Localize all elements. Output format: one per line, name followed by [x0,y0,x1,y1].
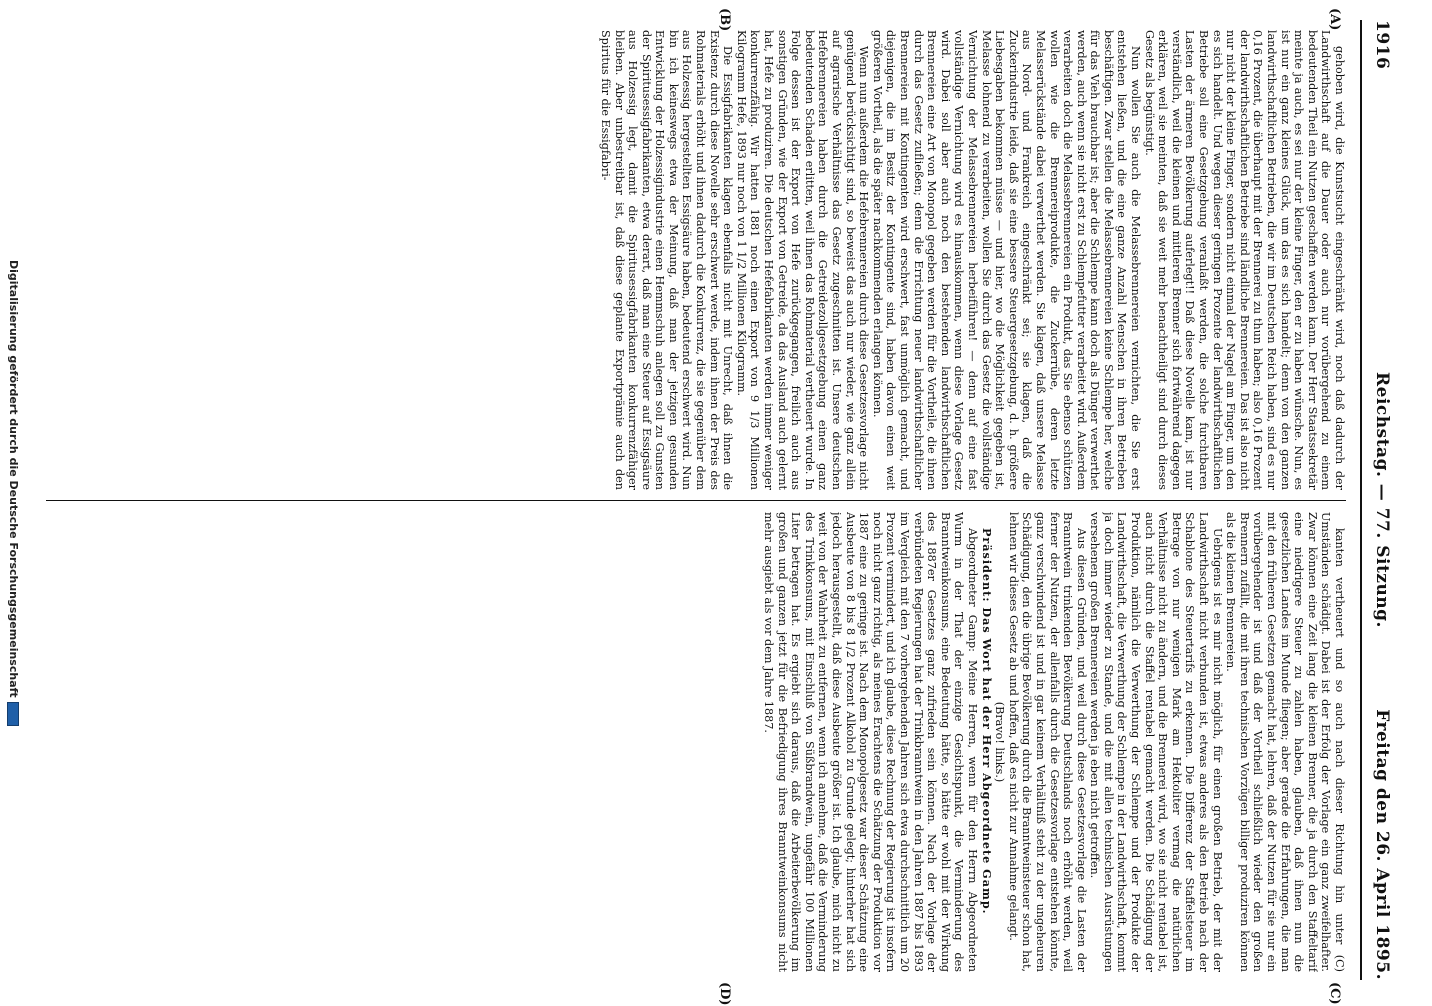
session-title: Reichstag. — 77. Sitzung. [1372,372,1392,628]
margin-mark-a: (A) [1327,8,1342,31]
paragraph: Die Essigfabrikanten klagen ebenfalls nicht mit Unrecht, daß ihnen die Existenz durch diese Novelle sehr erschwert werde, indem ihnen der Preis des Rohmaterials erhöht und ihnen dadurch die Konkurrenz, die sie gegenüber dem aus Holzessig hergestellten Essigsäure haben, bedeutend erschwert wird. Nun bin ich keineswegs etwa der Meinung, daß man der jetzigen gesunden Entwicklung der Holzessigindustrie einen Hemmschuh anlegen soll zu Gunsten der Spiritusessigfabrikanten, etwa derart, daß man eine Steuer auf Essigsäure aus Holzessig legt, damit die Spiritusessigfabrikanten konkurrenzfähiger bleiben. Aber unbestreitbar ist, daß diese geplante Exportprämie auch den Spiritus für die Essigfabri- [598,30,735,490]
paragraph: kanten vertheuert und so auch nach dieser Richtung hin unter (C) Umständen schädigt. Dabei ist der Erfolg der Vorlage ein ganz zweifelhafter. Zwar können eine Zeit lang die kleinen Brenner, die ja durch den Staffeltarif eine niedrigere Steuer zu zahlen haben, glauben, daß ihnen nun die gesetzlichen Landes im Munde fliegen; aber gerade die Erfahrungen, die man mit den früheren Gesetzen gemacht hat, lehren, daß der Nutzen für sie nur ein vorübergehender ist und daß der Vortheil schließlich wieder den großen Brennern zufällt, die mit ihren technischen Vorzügen billiger produziren können als die kleinen Brennereien. [1224,512,1346,972]
page-number: 1916 [1372,20,1392,70]
paragraph: Uebrigens ist es mir nicht möglich, für einen großen Betrieb, der mit der Landwirthschaft nicht verbunden ist, etwas anderes als den Betrieb nach der Schablone des Steuertarifs zu erkennen. Die Differenz der Staffelsteuer im Betrage von nur wenigen Mark am Hektoliter vermag die natürlichen Verhältnisse nicht zu ändern, und die Brennerei wird, wo sie nicht rentabel ist, auch nicht durch die Staffel rentabel gemacht werden. Die Schädigung der Produktion, nämlich die Verwerthung der Schlempe und der Produkte der Landwirthschaft, die Verwerthung der Schlempe in der Landwirthschaft, kommt ja doch immer wieder zu Stande, und die mit allen technischen Ausrüstungen versehenen großen Brennereien werden ja eben nicht getroffen. [1088,512,1224,972]
page-header [1360,20,1396,980]
paragraph: gehoben wird, die Kunstsucht eingeschränkt wird, noch daß dadurch der Landwirthschaft auf die Dauer oder auch nur vorübergehend zu einem bedeutenden Theil ein Nutzen geschaffen werden kann. Der Herr Staatssekretär meinte ja auch, es sei nur der kleine Finger, den er zu haben wünsche. Nun, es ist nur ein ganz kleines Glück, um das es sich handelt; denn von den ganzen landwirthschaftlichen Betrieben, die wir im Deutschen Reich haben, sind es nur 0,16 Prozent, die überhaupt mit der Brennerei zu thun haben; also 0,16 Prozent der landwirthschaftlichen Betriebe sind ländliche Brennereien. Das ist also nicht nur nicht der kleine Finger, sondern nicht einmal der Nagel am Finger, um den es sich handelt. Und wegen dieser geringen Prozente der landwirthschaftlichen Betriebe soll eine Gesetzgebung veranlaßt werden, die solche furchtbaren Lasten der ärmeren Bevölkerung auferlegt!! Daß diese Novelle kam, ist nur verständlich, weil die kleinen und mittleren Brenner sich fortwährend dagegen erklären, weil sie meinten, daß sie weit mehr benachtheiligt sind durch dieses Gesetz als begünstigt. [1142,30,1346,490]
digitization-note [2,260,20,992]
speech-paragraph: Abgeordneter Gamp: Meine Herren, wenn für den Herrn Abgeordneten Wurm in der That der einzige Gesichtspunkt, die Verminderung des Branntweinkonsums, eine Bedeutung hätte, so hätte er wohl mit der Wirkung des 1887er Gesetzes ganz zufrieden sein können. Nach der Vorlage der verbündeten Regierungen hat der Trinkbranntwein in den Jahren 1887 bis 1893 im Vergleich mit den 7 vorhergehenden Jahren sich etwa durchschnittlich um 20 Prozent vermindert, und ich glaube, diese Rechnung der Regierung ist insofern noch nicht ganz richtig, als meines Erachtens die Schätzung der Produktion vor 1887 eine zu geringe ist. Nach dem Monopolgesetz war dieser Schätzung eine Ausbeute von 8 bis 8 1/2 Prozent Alkohol zu Grunde gelegt; hinterher hat sich jedoch herausgestellt, daß diese Ausbeute größer ist. Ich glaube, mich nicht zu weit von der Wahrheit zu entfernen, wenn ich annehme, daß die Verminderung des Trinkkonsums, mit Einschluß von Süßbrandwein, ungefähr 100 Millionen Liter betragen hat. Es ergiebt sich daraus, daß die Arbeiterbevölkerung im großen und ganzen jetzt für die Befriedigung ihres Branntweinkonsums nicht mehr ausgiebt als vor dem Jahre 1887. [762,512,979,972]
margin-mark-d: (D) [717,982,732,1006]
paragraph: Wenn nun außerdem die Hefebrennereien durch diese Gesetzesvorlage nicht genügend berücksichtigt sind, so beweist das auch nur wieder, wie ganz allein auf agrarische Verhältnisse das Gesetz zugeschnitten ist. Unsere deutschen Hefebrennereien haben durch die Getreidezollgesetzgebung einen ganz bedeutenden Schaden erlitten, weil ihnen das Rohmaterial vertheuert wurde. In Folge dessen ist der Export von Hefe zurückgegangen, freilich auch aus sonstigen Gründen, wie der Export von Getreide, da das Ausland auch gelernt hat, Hefe zu produziren. Die deutschen Hefefabrikanten werden immer weniger konkurrenzfähig. Wir hatten 1881 noch einen Export von 9 1/3 Millionen Kilogramm Hefe, 1893 nur noch von 1 1/2 Millionen Kilogramm. [734,30,871,490]
right-column [51,512,1346,972]
session-date: Freitag den 26. April 1895. [1372,709,1392,980]
paragraph: Nun wollen Sie auch die Melassebrennereien vernichten, die Sie erst entstehen ließen, und die eine ganze Anzahl Menschen in ihren Betrieben beschäftigen. Zwar stellen die Melassebrennereien keine Schlempe her, welche für das Vieh brauchbar ist; aber die Schlempe kann doch als Dünger verwerthet werden, auch wenn sie nicht erst zu Schlempefutter verarbeitet wird. Außerdem verarbeiten doch die Melassebrennereien ein Produkt, das Sie ebenso schützen wollen wie die Brennereiprodukte, die Zuckerrübe, deren letzte Melasserückstände dabei verwerthet werden. Sie klagen, daß unsere Melasse aus Nord- und Frankreich eingeschränkt sei; sie klagen, daß die Zuckerindustrie leide, daß sie eine bessere Steuergesetzgebung, d. h. größere Liebesgaben bekommen müsse — und hier, wo die Möglichkeit gegeben ist, Melasse lohnend zu verarbeiten, wollen Sie durch das Gesetz die vollständige Vernichtung der Melassebrennereien herbeiführen! — denn auf eine fast vollständige Vernichtung wird es hinauskommen, wenn diese Vorlage Gesetz wird. Dabei soll aber auch noch den bestehenden landwirthschaftlichen Brennereien eine Art von Monopol gegeben werden für die Vortheile, die ihnen durch das Gesetz zufließen; denn die Errichtung neuer landwirthschaftlicher Brennereien mit Kontingenten wird erschwert, fast unmöglich gemacht, und diejenigen, die im Besitz der Kontingente sind, haben davon einen weit größeren Vortheil, als die später nachkommenden erlangen können. [870,30,1143,490]
margin-mark-c: (C) [1327,982,1342,1005]
column-divider [46,500,1346,501]
president-line: Präsident: Das Wort hat der Herr Abgeordnete Gamp. [979,528,994,915]
margin-mark-b: (B) [717,8,732,32]
left-column [51,30,1346,490]
dfg-logo-icon [7,702,19,726]
applause-note: (Bravo! links.) [993,701,1007,783]
digitization-text: Digitalisierung gefördert durch die Deutsche Forschungsgemeinschaft [7,260,20,698]
paragraph: Aus diesen Gründen, und weil durch diese Gesetzesvorlage die Lasten der Branntwein trinkenden Bevölkerung Deutschlands noch erhöht werden, weil ferner der Nutzen, der allenfalls durch die Gesetzesvorlage entstehen könnte, ganz verschwindend ist und in gar keinem Verhältniß steht zu der ungeheuren Schädigung, den die übrige Bevölkerung durch die Branntweinsteuer schon hat, lehnen wir dieses Gesetz ab und hoffen, daß es nicht zur Annahme gelangt. [1006,512,1088,972]
